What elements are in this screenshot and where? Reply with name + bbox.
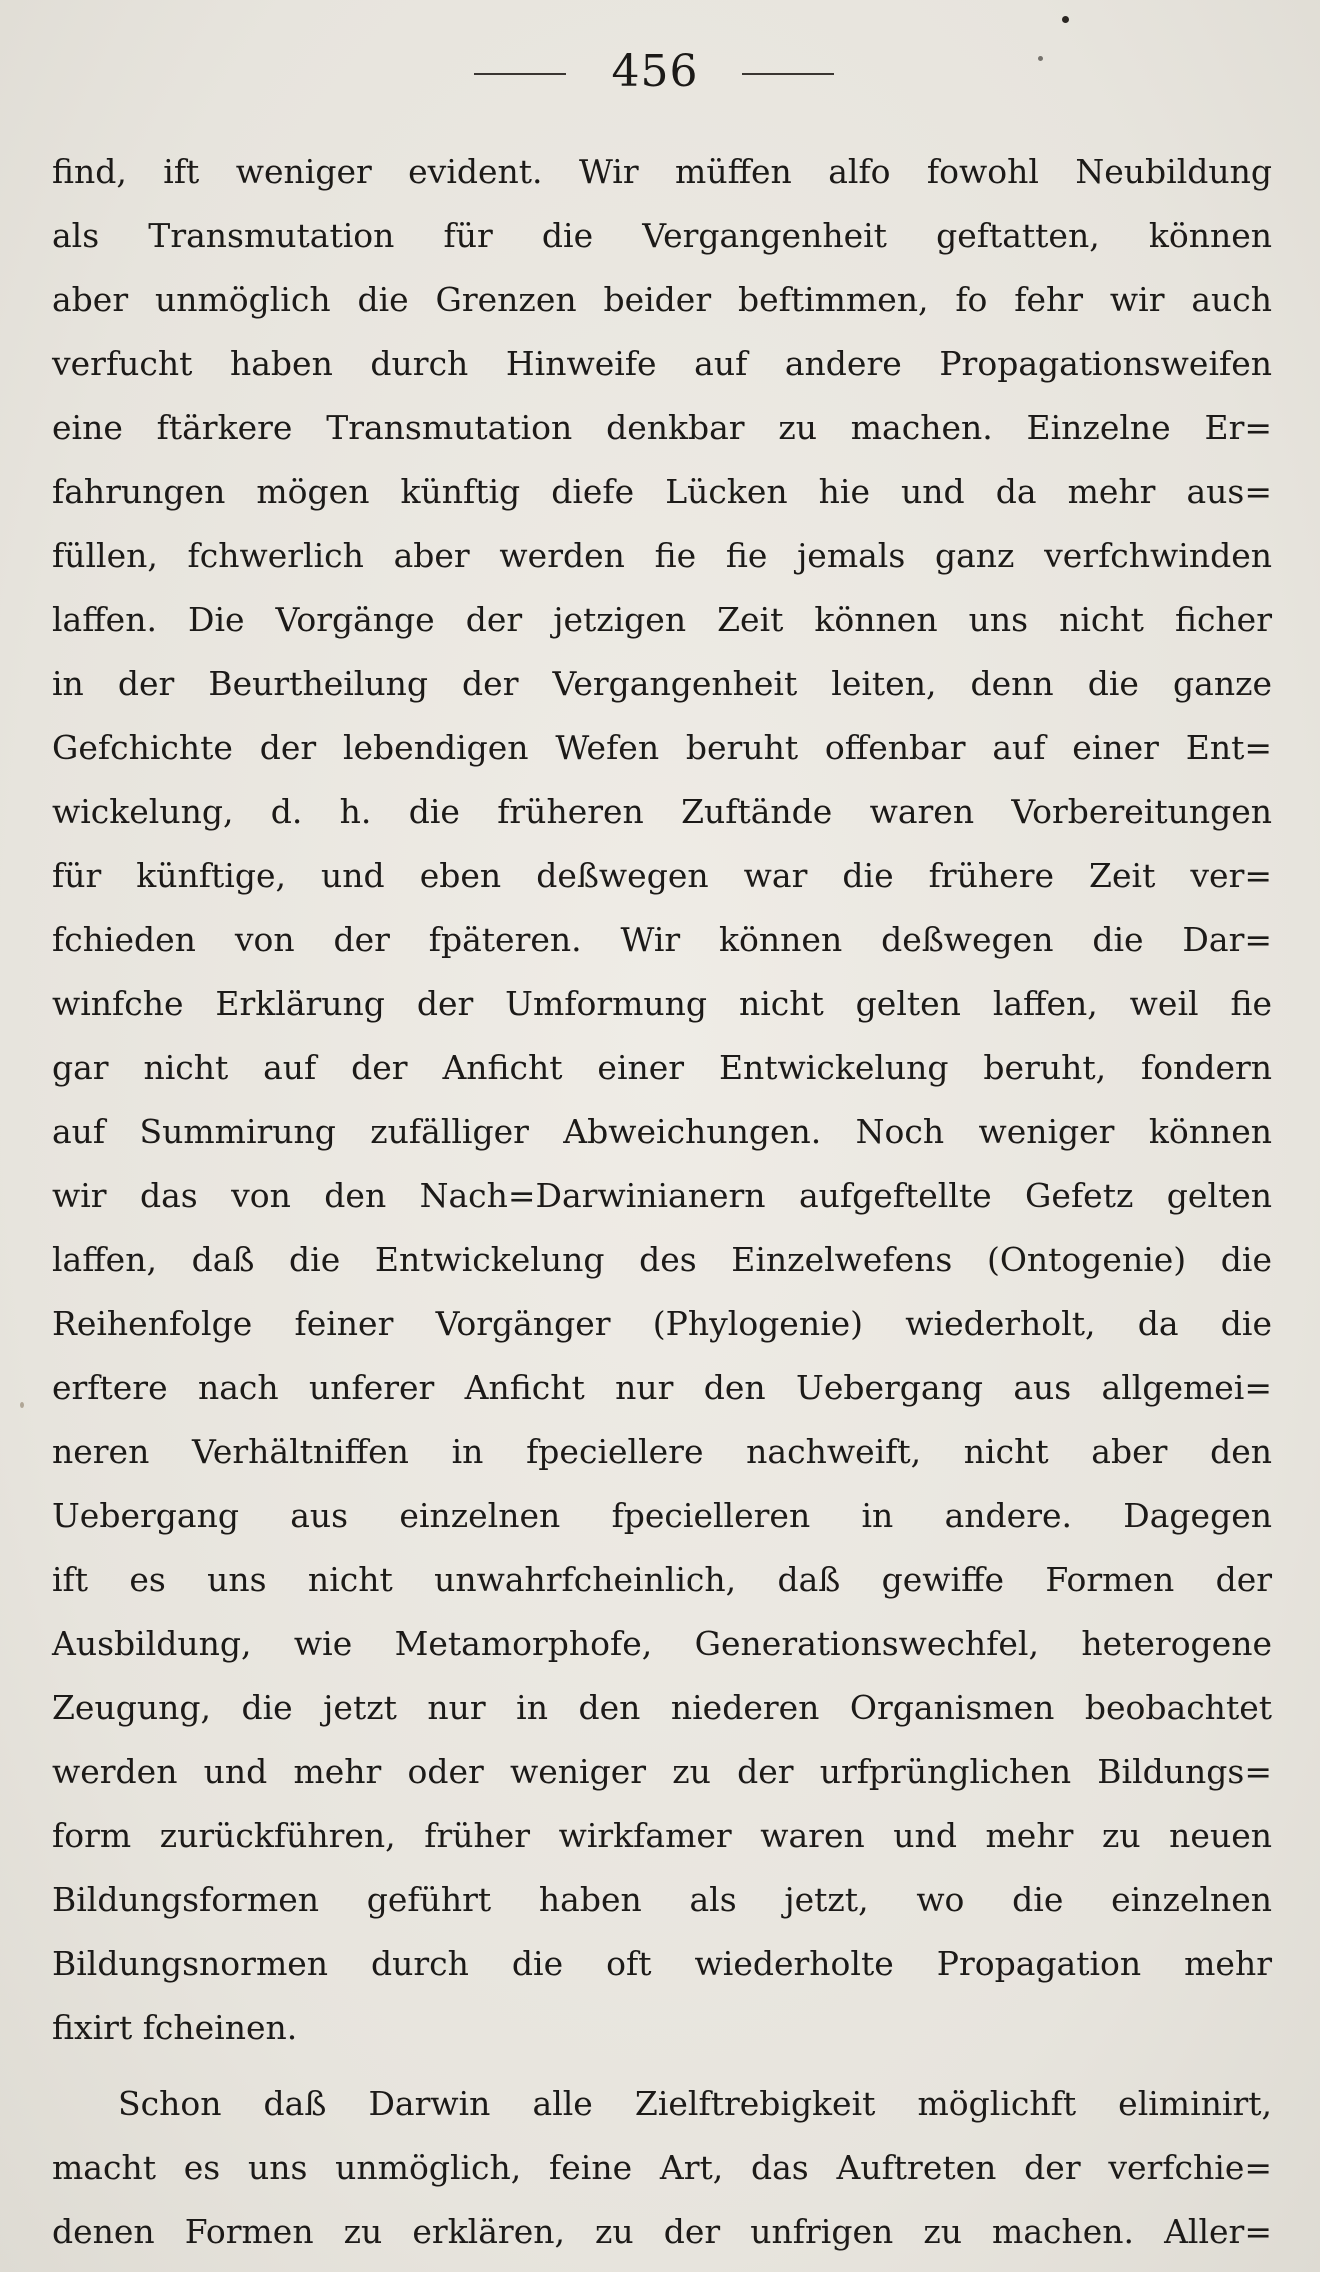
- text-line: laffen. Die Vorgänge der jetzigen Zeit können uns nicht ficher: [52, 600, 1272, 639]
- page-number: 456: [611, 46, 699, 97]
- text-line: in der Beurtheilung der Vergangenheit leiten, denn die ganze: [52, 664, 1272, 703]
- text-line: verfucht haben durch Hinweife auf andere Propagationsweifen: [52, 344, 1272, 383]
- text-line: find, ift weniger evident. Wir müffen alfo fowohl Neubildung: [52, 152, 1272, 191]
- text-line: eine ftärkere Transmutation denkbar zu machen. Einzelne Er=: [52, 408, 1272, 447]
- text-line: macht es uns unmöglich, feine Art, das Auftreten der verfchie=: [52, 2148, 1272, 2187]
- text-line: denen Formen zu erklären, zu der unfrigen zu machen. Aller=: [52, 2212, 1272, 2251]
- text-line: erftere nach unferer Anficht nur den Uebergang aus allgemei=: [52, 1368, 1272, 1407]
- ink-speck: [1062, 16, 1069, 23]
- text-line: als Transmutation für die Vergangenheit geftatten, können: [52, 216, 1272, 255]
- text-line: für künftige, und eben deßwegen war die frühere Zeit ver=: [52, 856, 1272, 895]
- text-line: Ausbildung, wie Metamorphofe, Generationswechfel, heterogene: [52, 1624, 1272, 1663]
- text-line: Zeugung, die jetzt nur in den niederen Organismen beobachtet: [52, 1688, 1272, 1727]
- text-line: neren Verhältniffen in fpeciellere nachweift, nicht aber den: [52, 1432, 1272, 1471]
- text-line: form zurückführen, früher wirkfamer waren und mehr zu neuen: [52, 1816, 1272, 1855]
- text-line: ift es uns nicht unwahrfcheinlich, daß gewiffe Formen der: [52, 1560, 1272, 1599]
- text-line: Schon daß Darwin alle Zielftrebigkeit möglichft eliminirt,: [118, 2084, 1272, 2123]
- body-text: [52, 140, 1272, 2264]
- text-line: werden und mehr oder weniger zu der urfprünglichen Bildungs=: [52, 1752, 1272, 1791]
- text-line: wickelung, d. h. die früheren Zuftände waren Vorbereitungen: [52, 792, 1272, 831]
- header-rule-right: [742, 73, 834, 75]
- ink-speck: [20, 1402, 24, 1408]
- text-line: Reihenfolge feiner Vorgänger (Phylogenie) wiederholt, da die: [52, 1304, 1272, 1343]
- text-line: gar nicht auf der Anficht einer Entwickelung beruht, fondern: [52, 1048, 1272, 1087]
- text-line: auf Summirung zufälliger Abweichungen. Noch weniger können: [52, 1112, 1272, 1151]
- text-line: aber unmöglich die Grenzen beider beftimmen, fo fehr wir auch: [52, 280, 1272, 319]
- text-line: Uebergang aus einzelnen fpecielleren in andere. Dagegen: [52, 1496, 1272, 1535]
- header-rule-left: [474, 73, 566, 75]
- text-line: laffen, daß die Entwickelung des Einzelwefens (Ontogenie) die: [52, 1240, 1272, 1279]
- text-line: fixirt fcheinen.: [52, 2008, 298, 2047]
- text-line: Gefchichte der lebendigen Wefen beruht offenbar auf einer Ent=: [52, 728, 1272, 767]
- text-line: Bildungsnormen durch die oft wiederholte Propagation mehr: [52, 1944, 1272, 1983]
- text-line: Bildungsformen geführt haben als jetzt, wo die einzelnen: [52, 1880, 1272, 1919]
- text-line: fahrungen mögen künftig diefe Lücken hie und da mehr aus=: [52, 472, 1272, 511]
- page-header: [0, 42, 1320, 102]
- text-line: wir das von den Nach=Darwinianern aufgeftellte Gefetz gelten: [52, 1176, 1272, 1215]
- paragraph: [52, 140, 1272, 2060]
- text-line: winfche Erklärung der Umformung nicht gelten laffen, weil fie: [52, 984, 1272, 1023]
- paragraph-gap: [52, 2060, 1272, 2072]
- text-line: fchieden von der fpäteren. Wir können deßwegen die Dar=: [52, 920, 1272, 959]
- paragraph: [52, 2072, 1272, 2264]
- text-line: füllen, fchwerlich aber werden fie fie jemals ganz verfchwinden: [52, 536, 1272, 575]
